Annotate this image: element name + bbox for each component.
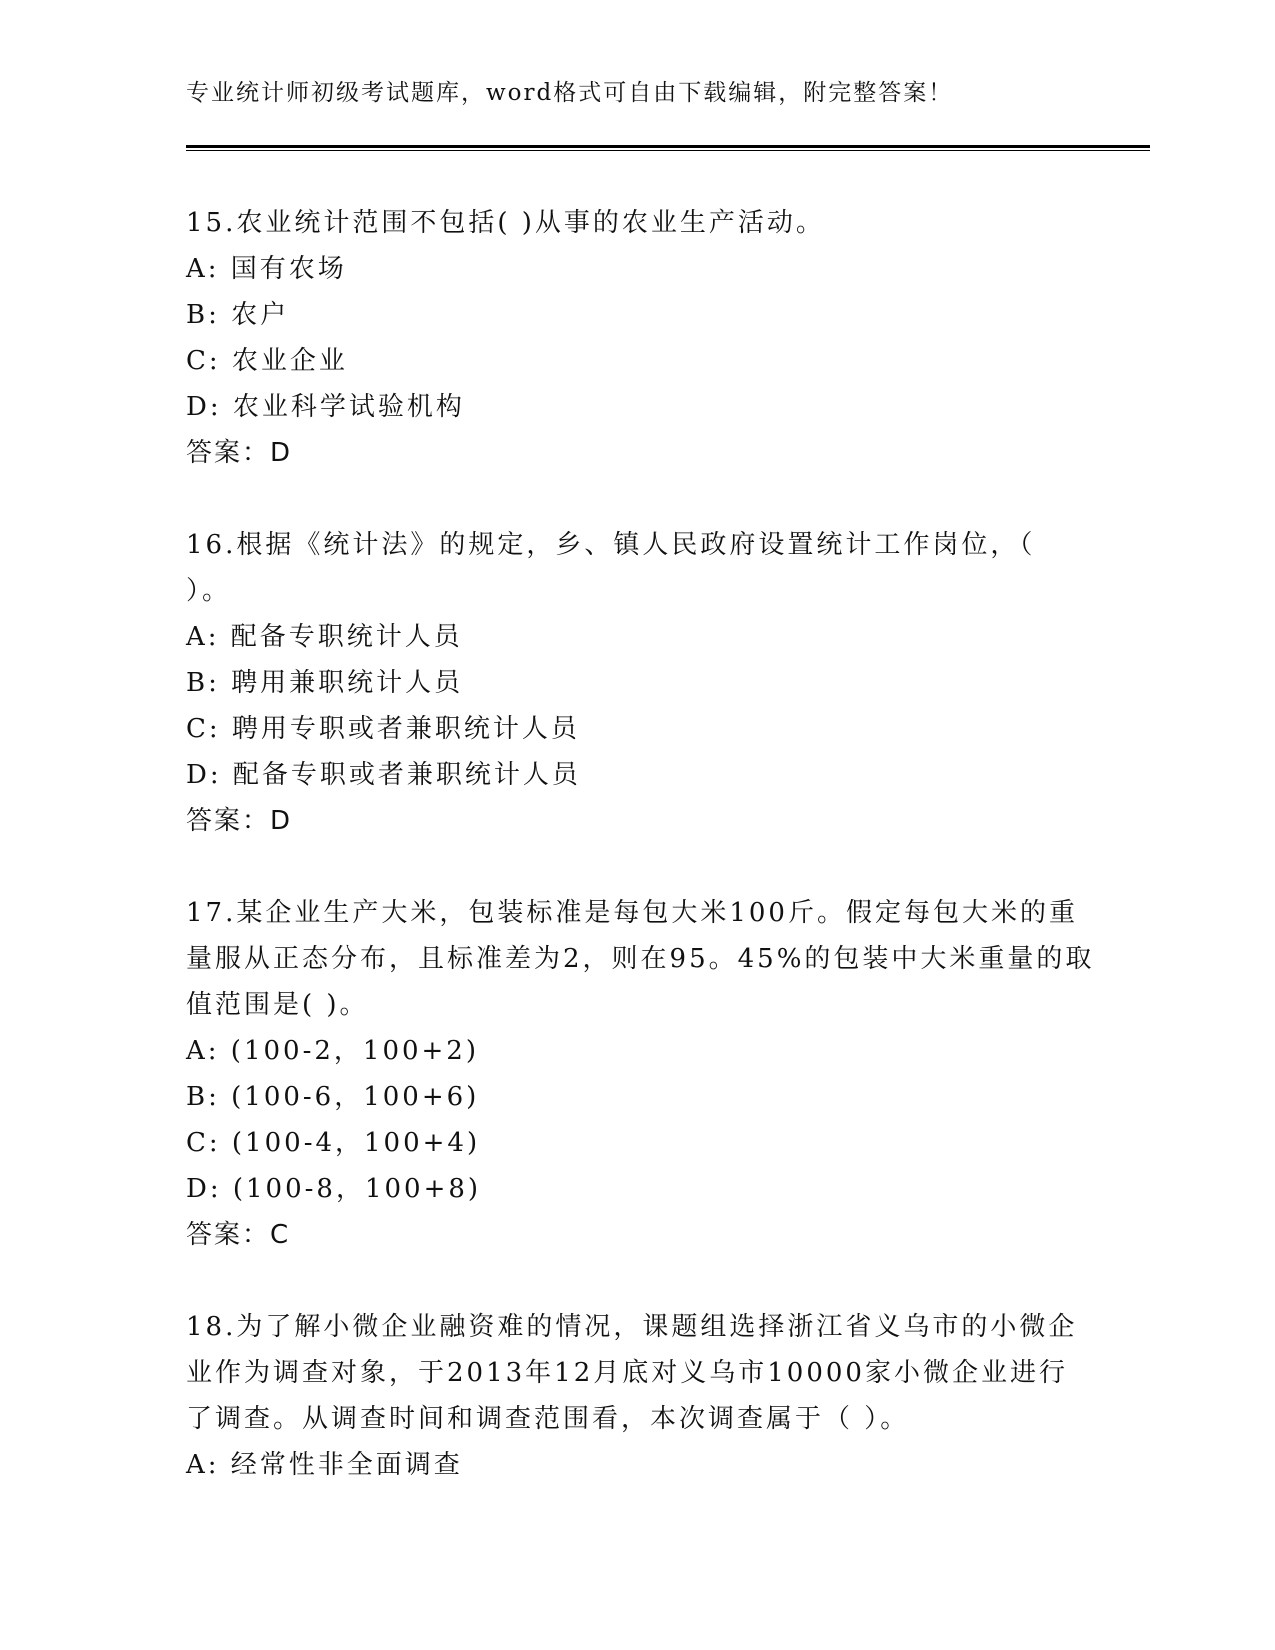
question-stem: 17.某企业生产大米，包装标准是每包大米100斤。假定每包大米的重 — [186, 898, 1078, 928]
page-header: 专业统计师初级考试题库，word格式可自由下载编辑，附完整答案！ — [186, 80, 954, 106]
answer — [186, 430, 1086, 476]
option-b: B: 农户 — [186, 300, 290, 330]
question-list — [186, 200, 1095, 1534]
question-stem-continued: 值范围是( )。 — [186, 990, 369, 1020]
option-d: D: 配备专职或者兼职统计人员 — [186, 760, 581, 790]
question-stem-continued: 了调查。从调查时间和调查范围看，本次调查属于（ ）。 — [186, 1404, 910, 1434]
header-rule-thick — [186, 145, 1150, 148]
question-stem: 15.农业统计范围不包括( )从事的农业生产活动。 — [186, 208, 825, 238]
answer — [186, 798, 1086, 844]
option-a: A: 配备专职统计人员 — [186, 622, 463, 652]
option-b: B: 聘用兼职统计人员 — [186, 668, 464, 698]
answer-value: C — [270, 1220, 291, 1250]
answer-label: 答案： — [186, 1220, 271, 1250]
option-c: C: 农业企业 — [186, 346, 348, 376]
answer-value: D — [270, 438, 293, 468]
answer-value: D — [270, 806, 293, 836]
option-c: C: 聘用专职或者兼职统计人员 — [186, 714, 580, 744]
header-rule-thin — [186, 150, 1150, 151]
option-b: B: (100-6，100+6) — [186, 1082, 480, 1112]
question-16 — [186, 522, 1086, 844]
question-stem-continued: 业作为调查对象，于2013年12月底对义乌市10000家小微企业进行 — [186, 1358, 1068, 1388]
question-stem-continued: ）。 — [186, 576, 232, 606]
option-d: D: 农业科学试验机构 — [186, 392, 465, 422]
question-18 — [186, 1304, 1086, 1488]
answer-label: 答案： — [186, 806, 271, 836]
option-a: A: (100-2，100+2) — [186, 1036, 479, 1066]
option-a: A: 经常性非全面调查 — [186, 1450, 463, 1480]
option-d: D: (100-8，100+8) — [186, 1174, 482, 1204]
option-c: C: (100-4，100+4) — [186, 1128, 481, 1158]
question-15 — [186, 200, 1086, 476]
question-stem: 16.根据《统计法》的规定，乡、镇人民政府设置统计工作岗位，（ — [186, 530, 1036, 560]
option-a: A: 国有农场 — [186, 254, 347, 284]
answer — [186, 1212, 1086, 1258]
question-stem-continued: 量服从正态分布，且标准差为2，则在95。45%的包装中大米重量的取 — [186, 944, 1095, 974]
question-stem: 18.为了解小微企业融资难的情况，课题组选择浙江省义乌市的小微企 — [186, 1312, 1078, 1342]
question-17 — [186, 890, 1095, 1258]
answer-label: 答案： — [186, 438, 271, 468]
